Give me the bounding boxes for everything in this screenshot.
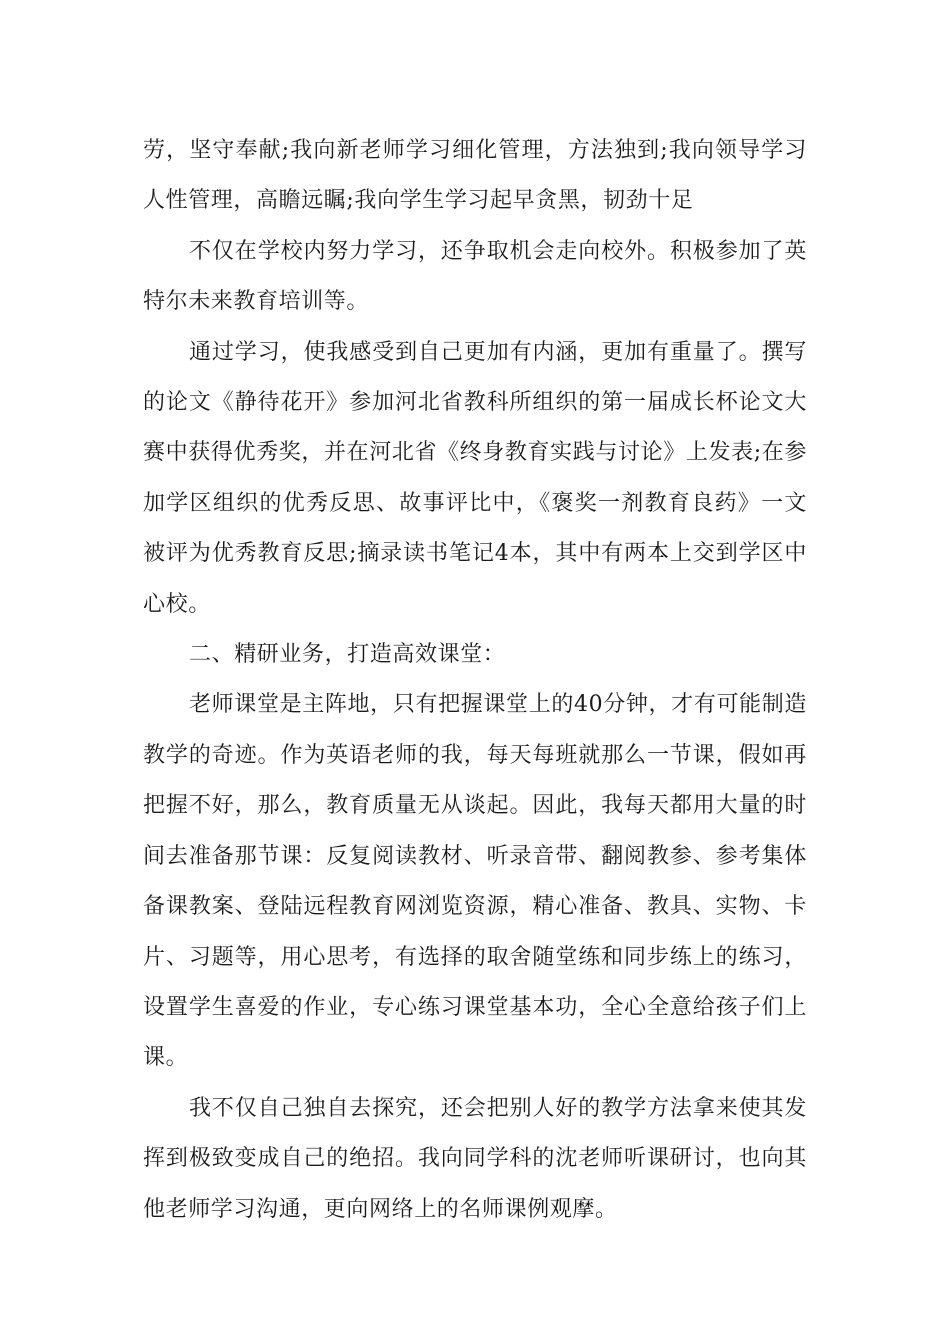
paragraph-achievements: 通过学习，使我感受到自己更加有内涵，更加有重量了。撰写的论文《静待花开》参加河北省教科所组织的第一届成长杯论文大赛中获得优秀奖，并在河北省《终身教育实践与讨论》上发表;在参加学区组织的优秀反思、故事评比中，《褒奖一剂教育良药》一文被评为优秀教育反思;摘录读书笔记4本，其中有两本上交到学区中心校。 bbox=[143, 339, 807, 617]
paragraph-classroom: 老师课堂是主阵地，只有把握课堂上的40分钟，才有可能制造教学的奇迹。作为英语老师的我，每天每班就那么一节课，假如再把握不好，那么，教育质量无从谈起。因此，我每天都用大量的时间去准备那节课：反复阅读教材、听录音带、翻阅教参、参考集体备课教案、登陆远程教育网浏览资源，精心准备、教具、实物、卡片、习题等，用心思考，有选择的取舍随堂练和同步练上的练习，设置学生喜爱的作业，专心练习课堂基本功，全心全意给孩子们上课。 bbox=[143, 692, 807, 1071]
paragraph-external-training: 不仅在学校内努力学习，还争取机会走向校外。积极参加了英特尔未来教育培训等。 bbox=[143, 238, 807, 315]
paragraph-continuation: 劳，坚守奉献;我向新老师学习细化管理，方法独到;我向领导学习人性管理，高瞻远瞩;我向学生学习起早贪黑，韧劲十足 bbox=[143, 138, 807, 214]
section-heading: 二、精研业务，打造高效课堂： bbox=[189, 642, 506, 668]
paragraph-learning-methods: 我不仅自己独自去探究，还会把别人好的教学方法拿来使其发挥到极致变成自己的绝招。我向同学科的沈老师听课研讨，也向其他老师学习沟通，更向网络上的名师课例观摩。 bbox=[143, 1095, 807, 1222]
document-body bbox=[143, 126, 807, 1235]
